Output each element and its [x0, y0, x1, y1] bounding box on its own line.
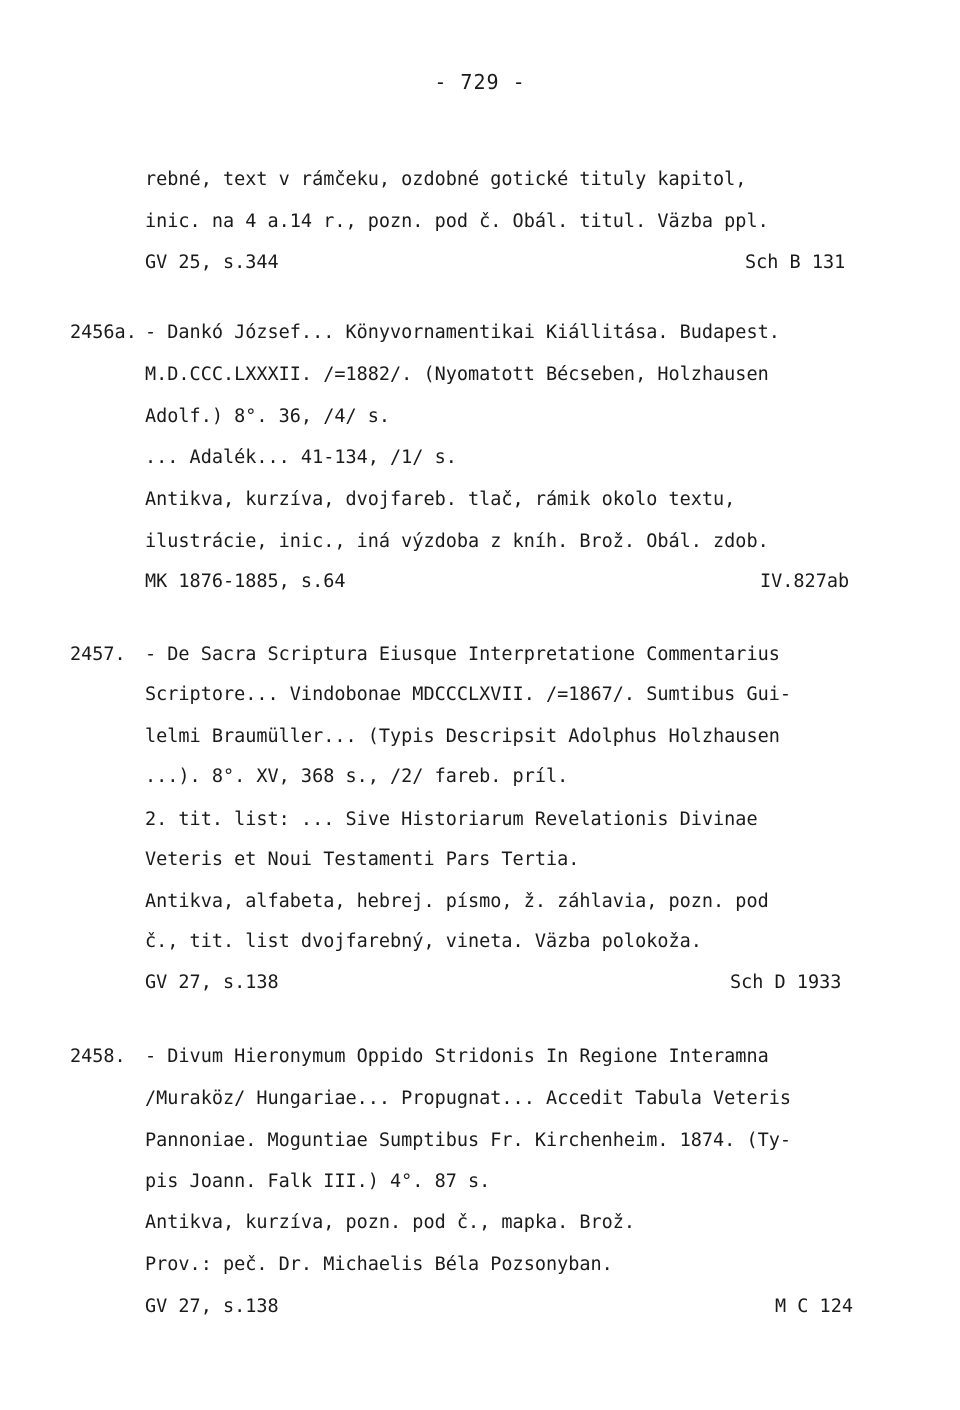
- page-number: - 729 -: [434, 70, 526, 94]
- entry-number: 2458.: [70, 1046, 126, 1067]
- shelf-signature: Sch B 131: [745, 252, 846, 273]
- text-line: /Muraköz/ Hungariae... Propugnat... Accedit Tabula Veteris: [145, 1088, 792, 1109]
- text-line: č., tit. list dvojfarebný, vineta. Väzba polokoža.: [145, 931, 702, 952]
- shelf-signature: IV.827ab: [760, 571, 850, 592]
- text-line: inic. na 4 a.14 r., pozn. pod č. Obál. titul. Väzba ppl.: [145, 211, 769, 232]
- text-line: pis Joann. Falk III.) 4°. 87 s.: [145, 1171, 491, 1192]
- text-line: Antikva, alfabeta, hebrej. písmo, ž. záhlavia, pozn. pod: [145, 891, 769, 912]
- text-line: GV 25, s.344: [145, 252, 279, 273]
- shelf-signature: M C 124: [775, 1296, 853, 1317]
- text-line: 2. tit. list: ... Sive Historiarum Revelationis Divinae: [145, 809, 758, 830]
- entry-number: 2456a.: [70, 322, 137, 343]
- text-line: Antikva, kurzíva, dvojfareb. tlač, rámik okolo textu,: [145, 489, 736, 510]
- text-line: rebné, text v rámčeku, ozdobné gotické tituly kapitol,: [145, 169, 747, 190]
- entry-number: 2457.: [70, 644, 126, 665]
- text-line: - Dankó József... Könyvornamentikai Kiállitása. Budapest.: [145, 322, 780, 343]
- shelf-signature: Sch D 1933: [730, 972, 842, 993]
- text-line: Veteris et Noui Testamenti Pars Tertia.: [145, 849, 580, 870]
- text-line: - De Sacra Scriptura Eiusque Interpretatione Commentarius: [145, 644, 780, 665]
- text-line: GV 27, s.138: [145, 972, 279, 993]
- text-line: MK 1876-1885, s.64: [145, 571, 346, 592]
- text-line: ... Adalék... 41-134, /1/ s.: [145, 447, 457, 468]
- text-line: Adolf.) 8°. 36, /4/ s.: [145, 406, 391, 427]
- text-line: Pannoniae. Moguntiae Sumptibus Fr. Kirchenheim. 1874. (Ty-: [145, 1130, 792, 1151]
- text-line: Antikva, kurzíva, pozn. pod č., mapka. Brož.: [145, 1212, 636, 1233]
- text-line: Prov.: peč. Dr. Michaelis Béla Pozsonyban.: [145, 1254, 613, 1275]
- text-line: - Divum Hieronymum Oppido Stridonis In Regione Interamna: [145, 1046, 769, 1067]
- text-line: ilustrácie, inic., iná výzdoba z kníh. Brož. Obál. zdob.: [145, 531, 769, 552]
- text-line: GV 27, s.138: [145, 1296, 279, 1317]
- text-line: ...). 8°. XV, 368 s., /2/ fareb. príl.: [145, 766, 569, 787]
- text-line: lelmi Braumüller... (Typis Descripsit Adolphus Holzhausen: [145, 726, 780, 747]
- text-line: M.D.CCC.LXXXII. /=1882/. (Nyomatott Bécseben, Holzhausen: [145, 364, 769, 385]
- text-line: Scriptore... Vindobonae MDCCCLXVII. /=1867/. Sumtibus Gui-: [145, 684, 792, 705]
